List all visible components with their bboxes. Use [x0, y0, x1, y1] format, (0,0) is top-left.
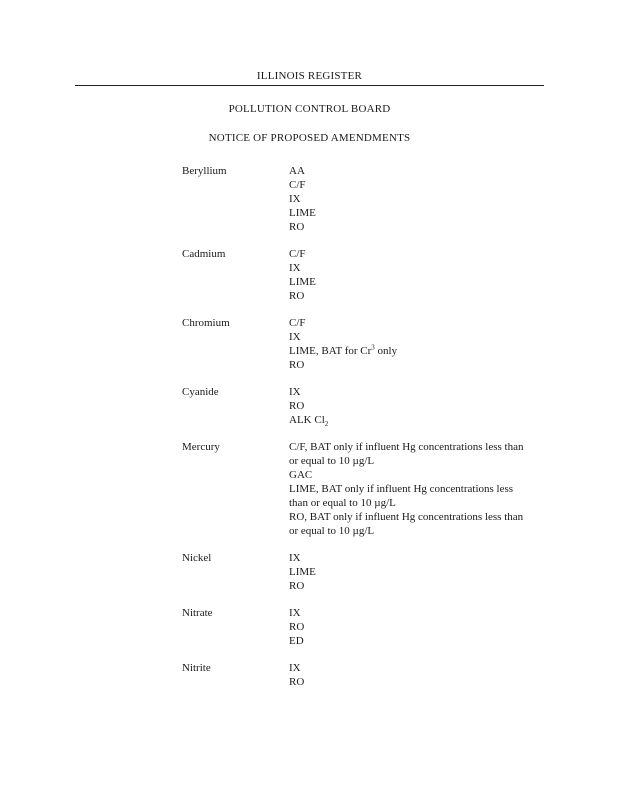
contaminant-entry — [182, 164, 542, 234]
treatment-technology: LIME — [289, 566, 316, 578]
treatment-technology: RO — [289, 621, 305, 633]
treatment-technology: IX — [289, 552, 301, 564]
contaminant-entry — [182, 316, 542, 372]
treatment-technology: RO — [289, 221, 305, 233]
header-divider — [75, 85, 544, 86]
treatment-technology: GAC — [289, 469, 313, 481]
contaminant-entry — [182, 247, 542, 303]
technology-list — [289, 440, 542, 538]
contaminant-entry — [182, 606, 542, 648]
contaminant-name: Nitrate — [182, 607, 213, 619]
technology-list — [289, 551, 542, 593]
contaminant-name: Cyanide — [182, 386, 219, 398]
contaminant-name: Nitrite — [182, 662, 211, 674]
contaminant-name: Chromium — [182, 317, 230, 329]
treatment-technology: LIME — [289, 276, 316, 288]
technology-list — [289, 164, 542, 234]
treatment-technology: RO — [289, 400, 305, 412]
treatment-technology: C/F — [289, 317, 306, 329]
technology-list — [289, 316, 542, 372]
treatment-technology: IX — [289, 262, 301, 274]
contaminant-entry — [182, 551, 542, 593]
contaminant-entry — [182, 440, 542, 538]
treatment-technology: C/F — [289, 248, 306, 260]
technology-list — [289, 606, 542, 648]
treatment-technology: LIME, BAT only if influent Hg concentrations less than or equal to 10 µg/L — [289, 483, 514, 509]
contaminant-name: Cadmium — [182, 248, 226, 260]
contaminant-technology-list — [182, 164, 542, 702]
register-title: ILLINOIS REGISTER — [256, 70, 363, 82]
treatment-technology: IX — [289, 331, 301, 343]
treatment-technology: C/F, BAT only if influent Hg concentrations less than or equal to 10 µg/L — [289, 441, 524, 467]
contaminant-name: Nickel — [182, 552, 212, 564]
technology-list — [289, 385, 542, 427]
treatment-technology: AA — [289, 165, 305, 177]
contaminant-entry — [182, 385, 542, 427]
technology-list — [289, 661, 542, 689]
treatment-technology: RO — [289, 359, 305, 371]
treatment-technology: RO — [289, 290, 305, 302]
treatment-technology: LIME, BAT for Cr$^3$ only — [289, 343, 398, 357]
treatment-technology: RO, BAT only if influent Hg concentrations less than or equal to 10 µg/L — [289, 511, 524, 537]
treatment-technology: C/F — [289, 179, 306, 191]
treatment-technology: LIME — [289, 207, 316, 219]
treatment-technology: RO — [289, 580, 305, 592]
treatment-technology: ED — [289, 635, 304, 647]
treatment-technology: IX — [289, 607, 301, 619]
board-name: POLLUTION CONTROL BOARD — [228, 103, 391, 115]
treatment-technology: IX — [289, 193, 301, 205]
treatment-technology: IX — [289, 662, 301, 674]
contaminant-name: Mercury — [182, 441, 220, 453]
contaminant-entry — [182, 661, 542, 689]
contaminant-name: Beryllium — [182, 165, 227, 177]
treatment-technology: IX — [289, 386, 301, 398]
treatment-technology: ALK $Cl_2$ — [289, 414, 329, 429]
notice-title: NOTICE OF PROPOSED AMENDMENTS — [208, 132, 411, 144]
treatment-technology: RO — [289, 676, 305, 688]
technology-list — [289, 247, 542, 303]
